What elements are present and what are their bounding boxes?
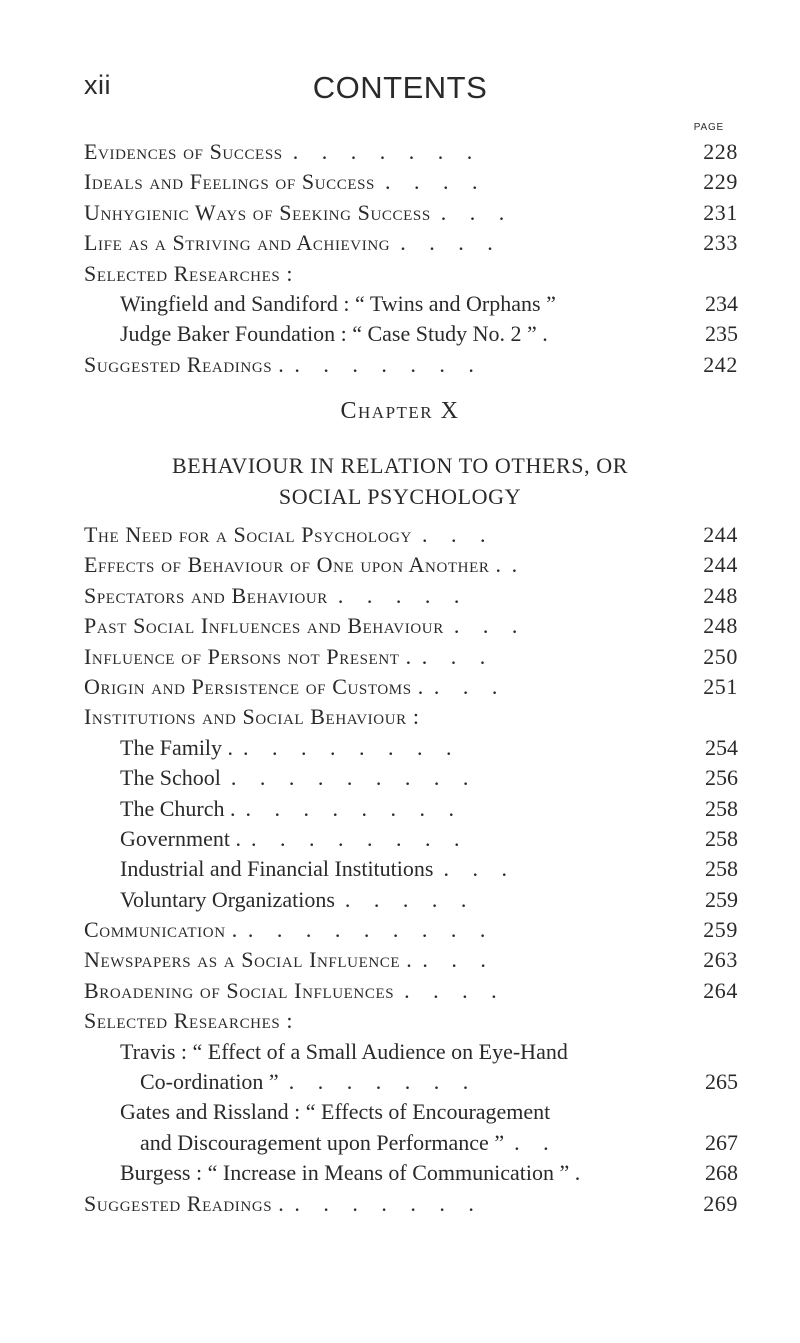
toc-entry [84, 198, 738, 228]
toc-entry-page: 256 [705, 765, 738, 791]
chapter-title [0, 450, 800, 512]
running-title: CONTENTS [312, 70, 488, 105]
toc-entry [84, 581, 738, 611]
toc-entry-label: Institutions and Social Behaviour : [84, 704, 420, 730]
leader-dots: . . . . . [337, 582, 469, 608]
toc-entry-label: Co-ordination ” [140, 1069, 279, 1095]
toc-entry-page: 229 [703, 169, 738, 195]
chapter-title-line-1: BEHAVIOUR IN RELATION TO OTHERS, OR [171, 453, 629, 478]
toc-entry [84, 167, 738, 197]
toc-entry-page: 242 [703, 351, 738, 377]
toc-entry-label: Government . [120, 825, 241, 851]
chapter-title-line-2: SOCIAL PSYCHOLOGY [278, 484, 522, 509]
toc-entry [84, 611, 738, 641]
toc-entry-label: Unhygienic Ways of Seeking Success [84, 199, 431, 225]
leader-dots: . . . . [400, 230, 502, 256]
toc-entry [84, 945, 738, 975]
leader-dots: . . . . [384, 169, 487, 195]
toc-entry-label: The Family . [120, 734, 234, 760]
toc-entry-label: The Church . [120, 795, 236, 821]
toc-entry-page: 259 [703, 917, 738, 943]
chapter-heading: Chapter X [340, 398, 460, 424]
toc-entry-label: Selected Researches : [84, 1008, 294, 1034]
contents-block-1 [84, 137, 738, 380]
toc-entry [84, 520, 738, 550]
leader-dots: . . . . . . . . . [230, 765, 478, 791]
toc-entry-label: Communication . [84, 917, 238, 943]
leader-dots: . . . [422, 522, 495, 547]
toc-entry-page: 250 [703, 643, 738, 669]
toc-entry [84, 350, 738, 380]
toc-entry-page: 234 [705, 290, 738, 316]
leader-dots: . . . [443, 856, 516, 882]
toc-entry-page: 258 [705, 795, 738, 821]
toc-entry-label: Voluntary Organizations [120, 886, 335, 912]
toc-entry [84, 794, 738, 824]
leader-dots: . . . . . . . . [250, 825, 469, 851]
toc-entry-page: 258 [705, 856, 738, 882]
toc-entry-page: 235 [705, 321, 738, 347]
leader-dots: . . . [422, 947, 495, 973]
toc-entry-page: 228 [703, 139, 738, 164]
toc-entry [84, 1189, 738, 1219]
toc-entry [84, 642, 738, 672]
toc-entry-label: Judge Baker Foundation : “ Case Study No. 2 ” . [120, 321, 548, 347]
toc-entry-page: 263 [703, 947, 738, 973]
toc-entry [84, 733, 738, 763]
toc-entry [84, 763, 738, 793]
toc-entry [84, 854, 738, 884]
toc-entry-label: Evidences of Success [84, 139, 283, 164]
toc-entry-page: 244 [703, 522, 738, 547]
leader-dots: . . . [421, 643, 495, 669]
toc-section-heading [84, 702, 724, 732]
toc-entry-label: Selected Researches : [84, 260, 294, 286]
leader-dots: . . . [433, 673, 507, 699]
page-header [0, 70, 800, 110]
toc-entry-label: Ideals and Feelings of Success [84, 169, 375, 195]
page-column-label: PAGE [693, 122, 724, 133]
toc-entry-page: 267 [705, 1129, 738, 1155]
toc-entry-page: 233 [703, 230, 738, 256]
toc-entry-label: and Discouragement upon Performance ” [140, 1129, 505, 1155]
toc-entry-label: Newspapers as a Social Influence . [84, 947, 413, 973]
toc-entry-label: Life as a Striving and Achieving [84, 230, 391, 256]
leader-dots: . . . . . . . [292, 139, 482, 164]
toc-entry-label: Broadening of Social Influences [84, 977, 395, 1003]
toc-entry-page: 258 [705, 825, 738, 851]
toc-entry-page: 248 [703, 613, 738, 639]
leader-dots: . . . . . . . . [245, 795, 463, 821]
leader-dots: . . . . . . . [294, 1190, 483, 1216]
toc-section-heading [84, 1006, 724, 1036]
toc-entry-label: Industrial and Financial Institutions [120, 856, 434, 882]
toc-entry [84, 824, 738, 854]
leader-dots: . . . . . [344, 886, 476, 912]
toc-entry-label: Gates and Rissland : “ Effects of Encouragement [120, 1099, 551, 1125]
toc-entry-page: 268 [705, 1160, 738, 1186]
toc-entry [84, 915, 738, 945]
toc-entry-label: Travis : “ Effect of a Small Audience on Eye-Hand [120, 1038, 568, 1064]
toc-entry-label: Origin and Persistence of Customs . [84, 673, 424, 699]
toc-entry-page: 231 [703, 199, 738, 225]
toc-entry-label: The Need for a Social Psychology [84, 522, 412, 547]
toc-entry [84, 672, 738, 702]
toc-entry-label: Suggested Readings . [84, 351, 285, 377]
toc-entry-page: 264 [703, 977, 738, 1003]
toc-entry-page: 251 [703, 673, 738, 699]
toc-entry [84, 550, 738, 580]
leader-dots: . . [514, 1129, 558, 1155]
toc-entry-page: 248 [703, 582, 738, 608]
contents-block-2 [84, 520, 738, 1219]
toc-entry-page: 244 [703, 552, 738, 578]
leader-dots: . . . [453, 613, 527, 639]
leader-dots: . . . . [404, 977, 506, 1003]
leader-dots: . . . . . . . [294, 351, 483, 377]
toc-entry [84, 137, 738, 167]
toc-entry-continuation [84, 1067, 738, 1097]
toc-entry-label: Wingfield and Sandiford : “ Twins and Orphans ” [120, 290, 556, 316]
toc-entry-page: 265 [705, 1069, 738, 1095]
toc-entry [84, 1097, 724, 1127]
toc-entry-page: 254 [705, 734, 738, 760]
toc-entry [84, 976, 738, 1006]
leader-dots: . . . . . . . . . [247, 917, 495, 943]
toc-entry [84, 319, 738, 349]
leader-dots: . . . . . . . . [243, 734, 461, 760]
toc-entry [84, 1037, 724, 1067]
toc-entry-label: Effects of Behaviour of One upon Another . [84, 552, 502, 578]
toc-entry-label: Spectators and Behaviour [84, 582, 328, 608]
toc-entry [84, 228, 738, 258]
toc-entry-label: Burgess : “ Increase in Means of Communication ” . [120, 1160, 581, 1186]
page-folio: xii [84, 70, 111, 100]
toc-entry-page: 259 [705, 886, 738, 912]
toc-entry-label: Past Social Influences and Behaviour [84, 613, 444, 639]
toc-section-heading [84, 259, 724, 289]
leader-dots: . . . [440, 199, 514, 225]
toc-entry [84, 885, 738, 915]
leader-dots: . [511, 552, 527, 578]
toc-entry-label: Suggested Readings . [84, 1190, 285, 1216]
toc-entry-label: Influence of Persons not Present . [84, 643, 412, 669]
toc-entry [84, 1158, 738, 1188]
toc-entry-label: The School [120, 765, 221, 791]
toc-entry-continuation [84, 1128, 738, 1158]
leader-dots: . . . . . . . [288, 1069, 478, 1095]
toc-entry [84, 289, 738, 319]
toc-entry-page: 269 [703, 1190, 738, 1216]
